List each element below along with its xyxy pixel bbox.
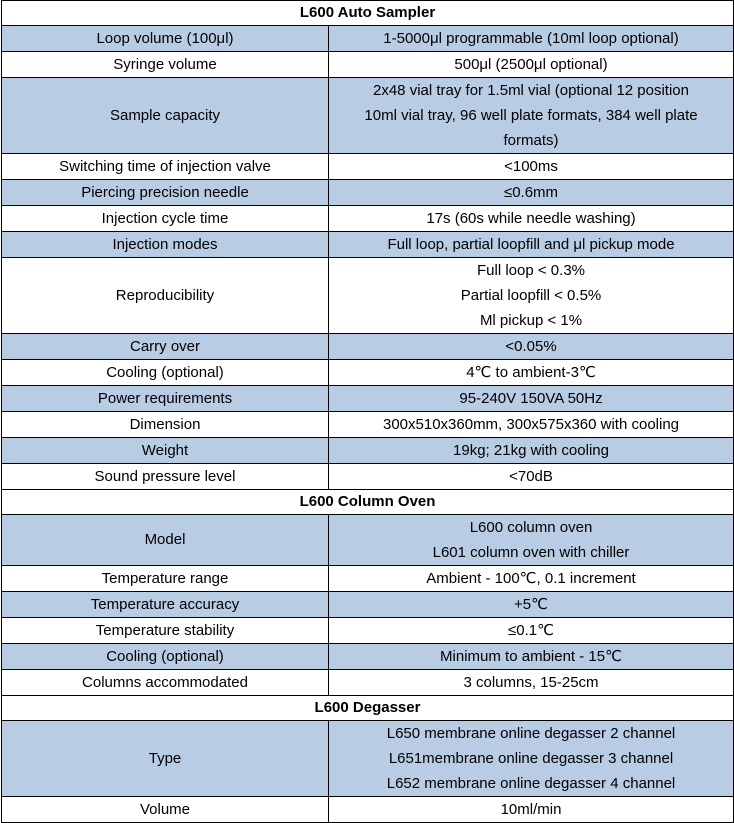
spec-value — [329, 618, 734, 644]
table-row — [2, 78, 734, 154]
spec-label: Volume — [2, 797, 329, 823]
spec-value — [329, 26, 734, 52]
spec-value — [329, 592, 734, 618]
spec-value-line: 500μl (2500μl optional) — [454, 56, 608, 73]
table-row — [2, 360, 734, 386]
spec-value-line: 1-5000μl programmable (10ml loop optional) — [383, 30, 679, 47]
table-row — [2, 412, 734, 438]
spec-label: Carry over — [2, 334, 329, 360]
spec-value — [329, 438, 734, 464]
spec-value — [329, 566, 734, 592]
spec-value-line: formats) — [503, 132, 559, 149]
table-row — [2, 334, 734, 360]
spec-label: Temperature range — [2, 566, 329, 592]
spec-value — [329, 412, 734, 438]
table-row — [2, 52, 734, 78]
spec-value — [329, 797, 734, 823]
spec-label: Weight — [2, 438, 329, 464]
table-row — [2, 180, 734, 206]
spec-label: Injection cycle time — [2, 206, 329, 232]
section-header — [2, 490, 734, 515]
table-row — [2, 464, 734, 490]
spec-label: Reproducibility — [2, 258, 329, 334]
spec-value-line: <100ms — [504, 158, 558, 175]
spec-table-body — [2, 1, 734, 823]
spec-value-line: +5℃ — [514, 596, 548, 613]
table-row — [2, 644, 734, 670]
spec-label: Columns accommodated — [2, 670, 329, 696]
spec-label: Sound pressure level — [2, 464, 329, 490]
table-row — [2, 515, 734, 566]
spec-value-line: 3 columns, 15-25cm — [463, 674, 599, 691]
spec-value-line: Partial loopfill < 0.5% — [460, 287, 602, 304]
table-row — [2, 566, 734, 592]
spec-label: Injection modes — [2, 232, 329, 258]
spec-value-line: <70dB — [509, 468, 553, 485]
table-row — [2, 670, 734, 696]
spec-value — [329, 232, 734, 258]
table-row — [2, 206, 734, 232]
spec-label: Temperature stability — [2, 618, 329, 644]
table-row — [2, 797, 734, 823]
table-row — [2, 258, 734, 334]
spec-value-line: 19kg; 21kg with cooling — [453, 442, 609, 459]
spec-value-line: ≤0.6mm — [503, 184, 559, 201]
section-header — [2, 1, 734, 26]
spec-value — [329, 258, 734, 334]
spec-value — [329, 644, 734, 670]
spec-value-line: Full loop, partial loopfill and μl pickup mode — [387, 236, 675, 253]
spec-value-line: L652 membrane online degasser 4 channel — [386, 775, 676, 792]
spec-value-line: L650 membrane online degasser 2 channel — [386, 725, 676, 742]
spec-value-line: 17s (60s while needle washing) — [426, 210, 636, 227]
spec-value — [329, 464, 734, 490]
spec-value — [329, 386, 734, 412]
spec-value-line: 2x48 vial tray for 1.5ml vial (optional 12 position — [373, 82, 689, 99]
spec-value-line: L600 column oven — [469, 519, 593, 536]
spec-value — [329, 154, 734, 180]
spec-value-line: 10ml/min — [500, 801, 562, 818]
spec-label: Loop volume (100μl) — [2, 26, 329, 52]
spec-label: Piercing precision needle — [2, 180, 329, 206]
table-row — [2, 721, 734, 797]
spec-value-line: L651membrane online degasser 3 channel — [388, 750, 674, 767]
table-row — [2, 386, 734, 412]
spec-value-line: 10ml vial tray, 96 well plate formats, 384 well plate — [364, 107, 698, 124]
spec-value — [329, 78, 734, 154]
spec-label: Model — [2, 515, 329, 566]
spec-value — [329, 52, 734, 78]
spec-value — [329, 670, 734, 696]
spec-value — [329, 721, 734, 797]
table-row — [2, 592, 734, 618]
table-row — [2, 618, 734, 644]
spec-value-line: Full loop < 0.3% — [477, 262, 585, 279]
spec-label: Syringe volume — [2, 52, 329, 78]
table-row — [2, 26, 734, 52]
spec-value — [329, 515, 734, 566]
table-row — [2, 438, 734, 464]
spec-value-line: Ml pickup < 1% — [479, 312, 583, 329]
spec-label: Sample capacity — [2, 78, 329, 154]
table-row — [2, 232, 734, 258]
spec-label: Power requirements — [2, 386, 329, 412]
spec-label: Cooling (optional) — [2, 644, 329, 670]
spec-label: Dimension — [2, 412, 329, 438]
section-title: L600 Column Oven — [2, 490, 734, 515]
spec-label: Temperature accuracy — [2, 592, 329, 618]
spec-value-line: ≤0.1℃ — [508, 622, 554, 639]
spec-label: Cooling (optional) — [2, 360, 329, 386]
section-title: L600 Degasser — [2, 696, 734, 721]
section-title: L600 Auto Sampler — [2, 1, 734, 26]
spec-value-line: 95-240V 150VA 50Hz — [459, 390, 603, 407]
spec-value — [329, 334, 734, 360]
spec-value-line: Ambient - 100℃, 0.1 increment — [426, 570, 636, 587]
spec-value-line: 4℃ to ambient-3℃ — [466, 364, 596, 381]
spec-value — [329, 180, 734, 206]
spec-table — [1, 0, 734, 823]
spec-value — [329, 206, 734, 232]
spec-label: Switching time of injection valve — [2, 154, 329, 180]
spec-value-line: Minimum to ambient - 15℃ — [440, 648, 622, 665]
section-header — [2, 696, 734, 721]
spec-label: Type — [2, 721, 329, 797]
spec-value-line: L601 column oven with chiller — [432, 544, 630, 561]
spec-value-line: <0.05% — [505, 338, 557, 355]
table-row — [2, 154, 734, 180]
spec-value — [329, 360, 734, 386]
spec-value-line: 300x510x360mm, 300x575x360 with cooling — [382, 416, 680, 433]
